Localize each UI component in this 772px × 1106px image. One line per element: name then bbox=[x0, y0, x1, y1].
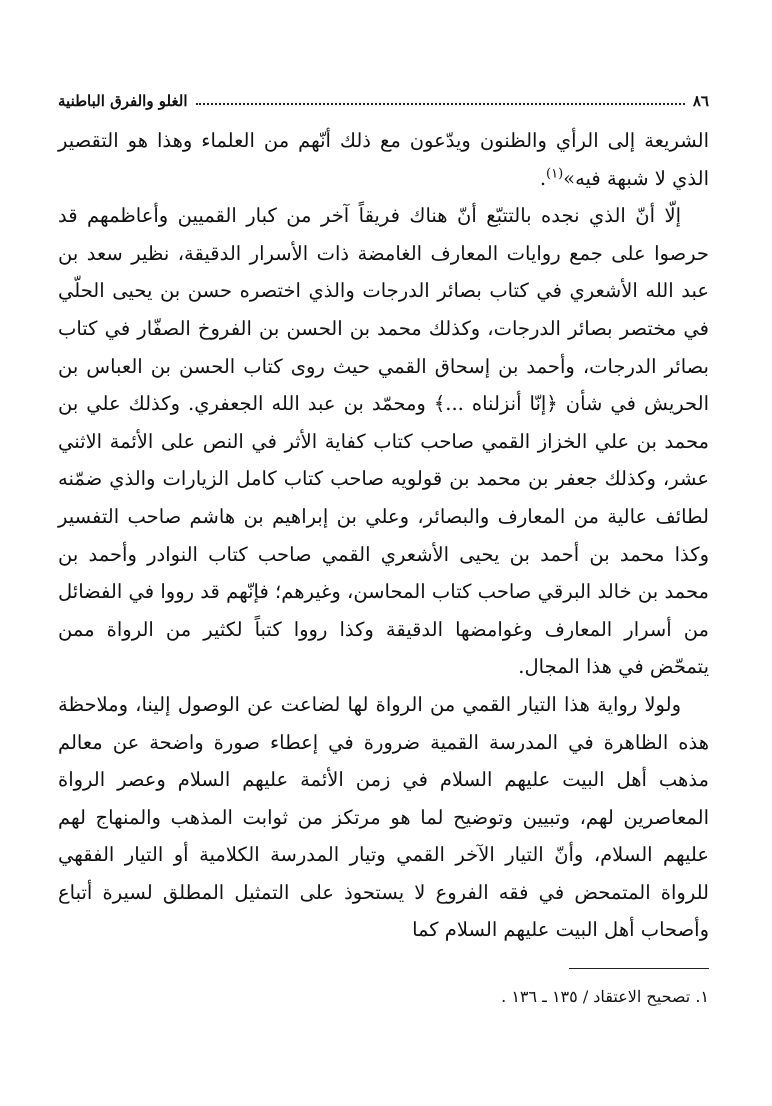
footnote-reference: (١) bbox=[546, 166, 564, 182]
running-header bbox=[58, 86, 709, 110]
footnote-1: ١. تصحيح الاعتقاد / ١٣٥ ـ ١٣٦ . bbox=[501, 987, 709, 1006]
page-number: ٨٦ bbox=[692, 92, 709, 110]
book-page bbox=[58, 0, 709, 1106]
paragraph-1-text: الشريعة إلى الرأي والظنون ويدّعون مع ذلك أنّهم من العلماء وهذا هو التقصير الذي لا شبهة فيه» bbox=[58, 129, 709, 190]
dotted-leader bbox=[196, 103, 685, 105]
paragraph-3: ولولا رواية هذا التيار القمي من الرواة لها لضاعت عن الوصول إلينا، وملاحظة هذه الظاهرة في المدرسة القمية ضرورة في إعطاء صورة واضحة عن معالم مذهب أهل البيت عليهم السلام في زمن الأئمة عليهم السلام وعصر الرواة المعاصرين لهم، وتبيين وتوضيح لما هو مرتكز من ثوابت المذهب والمنهاج لهم عليهم السلام، وأنّ التيار الآخر القمي وتيار المدرسة الكلامية أو التيار الفقهي للرواة المتمحض في فقه الفروع لا يستحوذ على التمثيل المطلق لسيرة أتباع وأصحاب أهل البيت عليهم السلام كما bbox=[58, 692, 709, 942]
book-title: الغلو والفرق الباطنية bbox=[58, 92, 188, 110]
paragraph-1 bbox=[58, 122, 709, 197]
body-text bbox=[58, 122, 709, 949]
paragraph-2: إلّا أنّ الذي نجده بالتتبّع أنّ هناك فريقاً آخر من كبار القميين وأعاظمهم قد حرصوا على جمع روايات المعارف الغامضة ذات الأسرار الدقيقة، نظير سعد بن عبد الله الأشعري في كتاب بصائر الدرجات والذي اختصره حسن بن يحيى الحلّي في مختصر بصائر الدرجات، وكذلك محمد بن الحسن بن الفروخ الصفّار في كتاب بصائر الدرجات، وأحمد بن إسحاق القمي حيث روى كتاب الحسن بن العباس بن الحريش في شأن ﴿إنّا أنزلناه ...﴾ ومحمّد بن عبد الله الجعفري. وكذلك علي بن محمد بن علي الخزاز القمي صاحب كتاب كفاية الأثر في النص على الأئمة الاثني عشر، وكذلك جعفر بن محمد بن قولويه صاحب كتاب كامل الزيارات والذي ضمّنه لطائف عالية من المعارف والبصائر، وعلي بن إبراهيم بن هاشم صاحب التفسير وكذا محمد بن أحمد بن يحيى الأشعري القمي صاحب كتاب النوادر وأحمد بن محمد بن خالد البرقي صاحب كتاب المحاسن، وغيرهم؛ فإنّهم قد رووا في الفضائل من أسرار المعارف وغوامضها الدقيقة وكذا رووا كتباً لكثير من الرواة ممن يتمحّض في هذا المجال. bbox=[58, 204, 709, 679]
paragraph-1-end: . bbox=[539, 166, 547, 190]
footnote-separator bbox=[569, 968, 709, 969]
